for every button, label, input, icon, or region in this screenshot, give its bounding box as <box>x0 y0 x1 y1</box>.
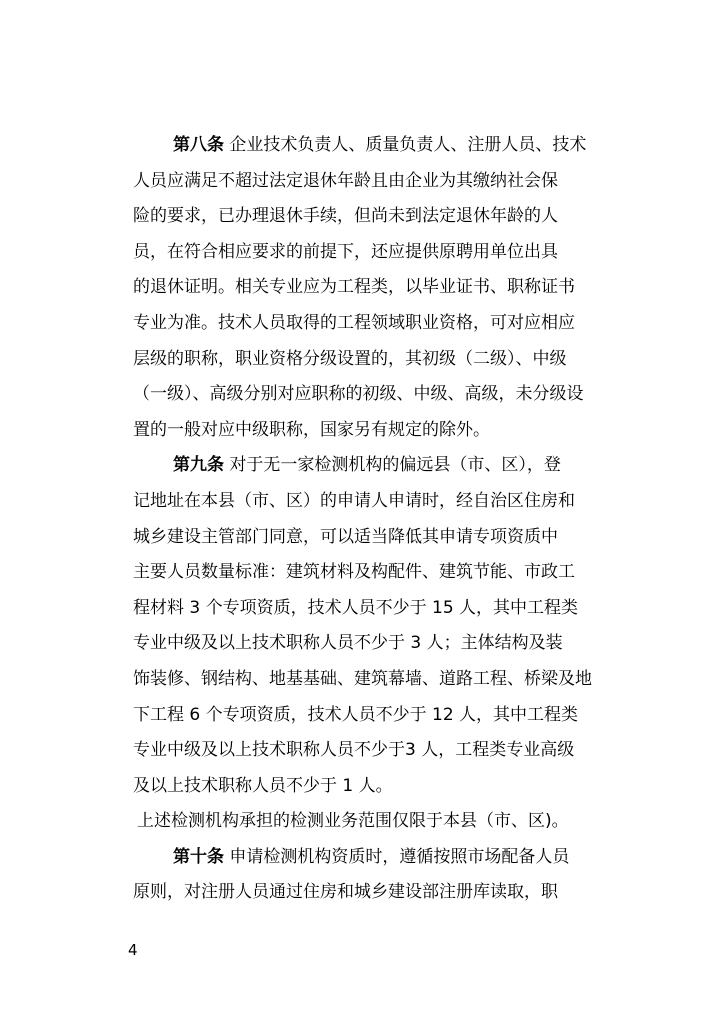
page-number: 4 <box>128 941 138 959</box>
article-8-line: 置的一般对应中级职称，国家另有规定的除外。 <box>133 419 490 440</box>
article-10-line: 原则，对注册人员通过住房和城乡建设部注册库读取，职 <box>133 882 558 903</box>
article-9-heading: 第九条 <box>173 455 224 476</box>
article-9-text: 对于无一家检测机构的偏远县（市、区），登 <box>229 455 561 476</box>
article-9-line: 城乡建设主管部门同意，可以适当降低其申请专项资质中 <box>133 526 558 547</box>
article-8-line: （一级）、高级分别对应职称的初级、中级、高级，未分级设 <box>133 384 584 405</box>
article-9-line: 专业中级及以上技术职称人员不少于 3 人；主体结构及装 <box>133 633 563 654</box>
article-9-line: 程材料 3 个专项资质，技术人员不少于 15 人，其中工程类 <box>133 597 579 618</box>
article-8-line: 险的要求，已办理退休手续，但尚未到法定退休年龄的人 <box>133 206 558 227</box>
article-9-note: 上述检测机构承担的检测业务范围仅限于本县（市、区)。 <box>137 811 569 832</box>
body-text <box>133 128 633 911</box>
article-9-line: 专业中级及以上技术职称人员不少于3 人，工程类专业高级 <box>133 740 575 761</box>
article-8-line: 专业为准。技术人员取得的工程领域职业资格，可对应相应 <box>133 312 575 333</box>
article-10-line-1 <box>133 840 633 876</box>
article-9-line: 记地址在本县（市、区）的申请人申请时，经自治区住房和 <box>133 490 575 511</box>
article-10-text: 申请检测机构资质时，遵循按照市场配备人员 <box>229 846 570 867</box>
article-8-text: 企业技术负责人、质量负责人、注册人员、技术 <box>229 135 587 155</box>
article-10-heading: 第十条 <box>173 846 224 867</box>
article-8-line-1 <box>133 128 633 164</box>
article-8-heading: 第八条 <box>173 135 224 155</box>
article-9-line: 下工程 6 个专项资质，技术人员不少于 12 人，其中工程类 <box>133 704 579 725</box>
article-8-line: 的退休证明。相关专业应为工程类，以毕业证书、职称证书 <box>133 277 575 298</box>
article-9-line: 饰装修、钢结构、地基基础、建筑幕墙、道路工程、桥梁及地 <box>133 668 592 689</box>
article-8-line: 员，在符合相应要求的前提下，还应提供原聘用单位出具 <box>133 241 558 262</box>
article-8-line: 层级的职称，职业资格分级设置的，其初级（二级）、中级 <box>133 348 567 369</box>
article-9-line: 及以上技术职称人员不少于 1 人。 <box>133 775 393 796</box>
article-8-line: 人员应满足不超过法定退休年龄且由企业为其缴纳社会保 <box>133 170 558 191</box>
article-9-line: 主要人员数量标准：建筑材料及构配件、建筑节能、市政工 <box>133 562 575 583</box>
article-9-line-1 <box>133 448 633 484</box>
